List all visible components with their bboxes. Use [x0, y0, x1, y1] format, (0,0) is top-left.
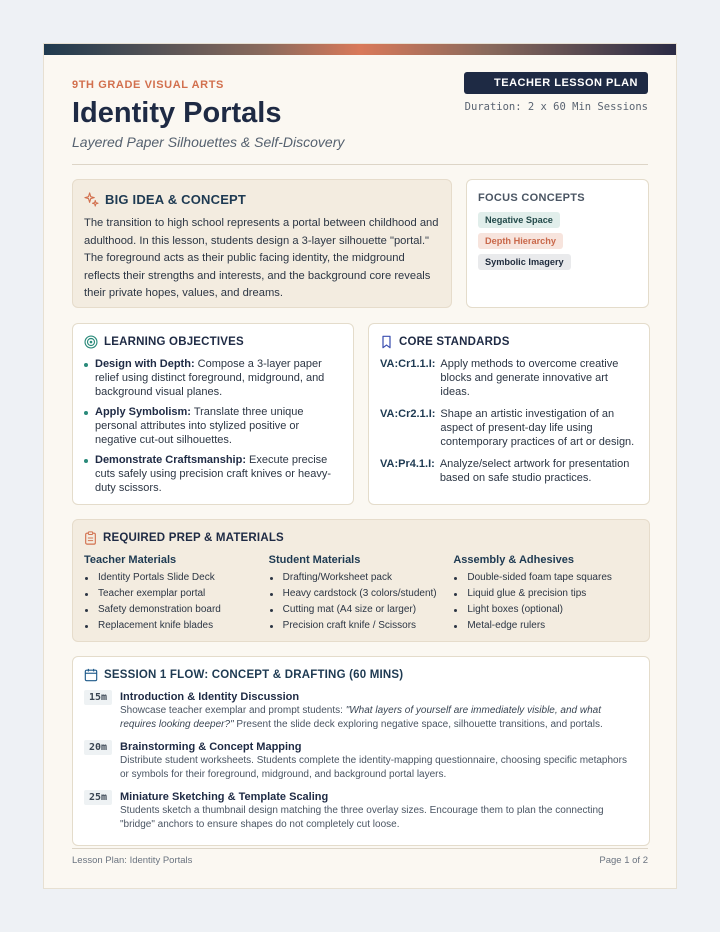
focus-tag: Symbolic Imagery — [478, 254, 571, 270]
material-item: Precision craft knife / Scissors — [269, 618, 454, 634]
clipboard-icon — [84, 531, 97, 545]
session-heading: SESSION 1 FLOW: CONCEPT & DRAFTING (60 MINS) — [84, 668, 638, 682]
big-idea-card — [72, 179, 452, 308]
standard-item: VA:Cr1.1.I: Apply methods to overcome creative blocks and generate innovative art ideas. — [380, 358, 619, 398]
standards-heading: CORE STANDARDS — [380, 335, 638, 349]
step-description: Distribute student worksheets. Students complete the identity-mapping questionnaire, choosing specific metaphors or symbols for their foreground, midground, and background portal layers. — [120, 755, 627, 780]
page-title: Identity Portals — [72, 97, 282, 129]
page-subtitle: Layered Paper Silhouettes & Self-Discovery — [72, 134, 345, 150]
materials-column: Student Materials Drafting/Worksheet pack Heavy cardstock (3 colors/student) Cutting mat (A4 size or larger) Precision craft knife / Scissors — [269, 554, 454, 634]
standard-item: VA:Cr2.1.I: Shape an artistic investigation of an aspect of present-day life using contemporary practices of art or design. — [380, 408, 635, 448]
objectives-heading: LEARNING OBJECTIVES — [84, 335, 342, 349]
session-flow-card — [72, 656, 650, 846]
time-badge: 25m — [84, 790, 112, 805]
material-item: Metal-edge rulers — [453, 618, 638, 634]
duration-text: Duration: 2 x 60 Min Sessions — [464, 101, 648, 113]
grade-eyebrow: 9TH GRADE VISUAL ARTS — [72, 79, 224, 91]
teacher-lesson-plan-badge: TEACHER LESSON PLAN — [464, 72, 648, 94]
focus-tag: Depth Hierarchy — [478, 233, 563, 249]
material-item: Liquid glue & precision tips — [453, 586, 638, 602]
header-divider — [72, 164, 648, 165]
big-idea-body: The transition to high school represents a portal between childhood and adulthood. In this lesson, students design a 3-layer silhouette "portal." The foreground acts as their public facing identity, the midground reflects their strengths and interests, and the background core reveals their private hopes, values, and dreams. — [84, 217, 439, 299]
session-step — [84, 740, 638, 782]
objective-item: Demonstrate Craftsmanship: Execute precise cuts safely using precision craft knives or heavy-duty scissors. — [84, 453, 342, 495]
big-idea-heading: BIG IDEA & CONCEPT — [84, 192, 440, 207]
session-step — [84, 690, 638, 732]
standard-item: VA:Pr4.1.I: Analyze/select artwork for presentation based on safe studio practices. — [380, 458, 630, 484]
focus-tag: Negative Space — [478, 212, 560, 228]
gradient-top-bar — [44, 44, 676, 55]
core-standards-card — [368, 323, 650, 505]
material-item: Safety demonstration board — [84, 602, 269, 618]
material-item: Double-sided foam tape squares — [453, 570, 638, 586]
material-item: Replacement knife blades — [84, 618, 269, 634]
lesson-plan-page — [43, 43, 677, 889]
material-item: Teacher exemplar portal — [84, 586, 269, 602]
step-title: Introduction & Identity Discussion — [120, 691, 300, 703]
page-number: Page 1 of 2 — [599, 855, 648, 866]
step-description: Students sketch a thumbnail design matching the three overlay sizes. Encourage them to plan the connecting "bridge" anchors to ensure shapes do not completely cut loose. — [120, 805, 604, 830]
footer-divider — [72, 848, 648, 849]
sparkle-icon — [84, 192, 99, 207]
bookmark-icon — [380, 335, 393, 349]
material-item: Drafting/Worksheet pack — [269, 570, 454, 586]
materials-heading: REQUIRED PREP & MATERIALS — [84, 531, 638, 545]
step-title: Miniature Sketching & Template Scaling — [120, 791, 329, 803]
material-item: Identity Portals Slide Deck — [84, 570, 269, 586]
materials-card — [72, 519, 650, 642]
learning-objectives-card — [72, 323, 354, 505]
focus-concepts-card — [466, 179, 649, 308]
step-description: Showcase teacher exemplar and prompt students: "What layers of yourself are immediately visible, and what requires looking deeper?" Present the slide deck exploring negative space, silhouette transitions, and portals. — [120, 705, 603, 730]
focus-concepts-heading: FOCUS CONCEPTS — [478, 192, 585, 204]
materials-column: Assembly & Adhesives Double-sided foam tape squares Liquid glue & precision tips Light boxes (optional) Metal-edge rulers — [453, 554, 638, 634]
calendar-icon — [84, 668, 98, 682]
time-badge: 15m — [84, 690, 112, 705]
target-icon — [84, 335, 98, 349]
step-title: Brainstorming & Concept Mapping — [120, 741, 302, 753]
footer-title: Lesson Plan: Identity Portals — [72, 855, 193, 866]
material-item: Cutting mat (A4 size or larger) — [269, 602, 454, 618]
materials-column: Teacher Materials Identity Portals Slide Deck Teacher exemplar portal Safety demonstration board Replacement knife blades — [84, 554, 269, 634]
objective-item: Design with Depth: Compose a 3-layer paper relief using distinct foreground, midground, and background visual planes. — [84, 357, 342, 399]
material-item: Light boxes (optional) — [453, 602, 638, 618]
time-badge: 20m — [84, 740, 112, 755]
objective-item: Apply Symbolism: Translate three unique personal attributes into stylized positive or negative cut-out silhouettes. — [84, 405, 342, 447]
session-step — [84, 790, 638, 832]
material-item: Heavy cardstock (3 colors/student) — [269, 586, 454, 602]
